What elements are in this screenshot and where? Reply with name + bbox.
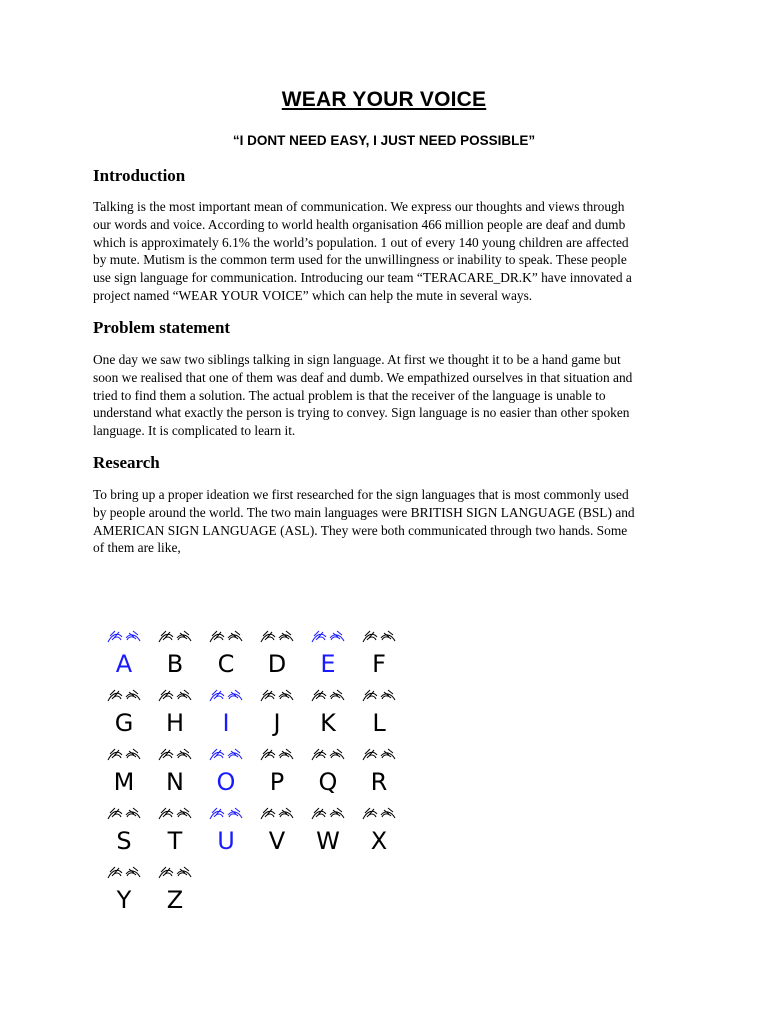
alphabet-letter: E xyxy=(320,650,336,678)
sign-letter-f xyxy=(355,628,407,688)
alphabet-letter: X xyxy=(370,827,388,855)
sign-letter-b xyxy=(151,628,203,688)
alphabet-letter: G xyxy=(114,709,134,737)
sign-letter-x xyxy=(355,805,407,865)
alphabet-letter: Z xyxy=(166,886,184,914)
two-hands-sign-icon xyxy=(106,805,142,823)
two-hands-sign-icon xyxy=(157,805,193,823)
sign-letter-v xyxy=(253,805,305,865)
two-hands-sign-icon xyxy=(208,746,244,764)
two-hands-sign-icon xyxy=(310,687,346,705)
text-line: by mute. Mutism is the common term used for the unwillingness or inability to speak. These people xyxy=(93,252,627,268)
text-line: understand what exactly the person is trying to convey. Sign language is no easier than other spoken xyxy=(93,405,630,421)
sign-letter-l xyxy=(355,687,407,747)
sign-letter-h xyxy=(151,687,203,747)
two-hands-sign-icon xyxy=(157,628,193,646)
alphabet-letter: W xyxy=(316,827,340,855)
alphabet-letter: Y xyxy=(116,886,132,914)
sign-letter-z xyxy=(151,864,203,924)
alphabet-letter: D xyxy=(267,650,287,678)
sign-letter-n xyxy=(151,746,203,806)
sign-letter-m xyxy=(100,746,152,806)
sign-letter-t xyxy=(151,805,203,865)
alphabet-letter: B xyxy=(166,650,184,678)
text-line: One day we saw two siblings talking in sign language. At first we thought it to be a hand game but xyxy=(93,352,621,367)
sign-letter-w xyxy=(304,805,356,865)
sign-letter-a xyxy=(100,628,152,688)
two-hands-sign-icon xyxy=(106,746,142,764)
alphabet-letter: V xyxy=(268,827,286,855)
text-line: our words and voice. According to world health organisation 466 million people are deaf and dumb xyxy=(93,216,626,232)
alphabet-letter: U xyxy=(217,827,235,855)
two-hands-sign-icon xyxy=(310,746,346,764)
alphabet-letter: S xyxy=(116,827,132,855)
two-hands-sign-icon xyxy=(208,687,244,705)
alphabet-letter: J xyxy=(273,709,281,737)
two-hands-sign-icon xyxy=(106,687,142,705)
two-hands-sign-icon xyxy=(106,628,142,646)
paragraph-research xyxy=(93,486,675,557)
alphabet-letter: H xyxy=(165,709,185,737)
text-line: To bring up a proper ideation we first researched for the sign languages that is most commonly used xyxy=(93,487,629,502)
heading-introduction: Introduction xyxy=(93,166,186,185)
alphabet-letter: P xyxy=(269,768,285,796)
sign-letter-q xyxy=(304,746,356,806)
two-hands-sign-icon xyxy=(361,628,397,646)
two-hands-sign-icon xyxy=(259,805,295,823)
two-hands-sign-icon xyxy=(157,687,193,705)
alphabet-letter: A xyxy=(115,650,133,678)
sign-letter-r xyxy=(355,746,407,806)
sign-letter-c xyxy=(202,628,254,688)
two-hands-sign-icon xyxy=(157,864,193,882)
sign-letter-y xyxy=(100,864,152,924)
text-line: of them are like, xyxy=(93,540,181,556)
alphabet-letter: M xyxy=(113,768,135,796)
text-line: project named “WEAR YOUR VOICE” which can help the mute in several ways. xyxy=(93,287,533,303)
alphabet-letter: C xyxy=(217,650,235,678)
sign-letter-g xyxy=(100,687,152,747)
two-hands-sign-icon xyxy=(157,746,193,764)
sign-letter-s xyxy=(100,805,152,865)
page-subtitle: “I DONT NEED EASY, I JUST NEED POSSIBLE” xyxy=(232,133,536,148)
sign-letter-u xyxy=(202,805,254,865)
text-line: soon we realised that one of them was deaf and dumb. We empathized ourselves in that situation and xyxy=(93,369,633,385)
text-line: by people around the world. The two main languages were BRITISH SIGN LANGUAGE (BSL) and xyxy=(93,504,635,520)
text-line: AMERICAN SIGN LANGUAGE (ASL). They were both communicated through two hands. Some xyxy=(93,522,628,538)
alphabet-letter: K xyxy=(320,709,336,737)
alphabet-letter: F xyxy=(372,650,386,678)
text-line: tried to find them a solution. The actual problem is that the receiver of the language is unable to xyxy=(93,387,606,403)
alphabet-letter: L xyxy=(372,709,386,737)
heading-problem-statement: Problem statement xyxy=(93,318,231,337)
heading-research: Research xyxy=(93,453,160,472)
two-hands-sign-icon xyxy=(310,805,346,823)
text-line: Talking is the most important mean of communication. We express our thoughts and views through xyxy=(93,199,625,214)
text-line: use sign language for communication. Introducing our team “TERACARE_DR.K” have innovated a xyxy=(93,270,632,286)
sign-letter-j xyxy=(253,687,305,747)
paragraph-problem-statement xyxy=(93,351,675,440)
two-hands-sign-icon xyxy=(259,628,295,646)
text-line: which is approximately 6.1% the world’s population. 1 out of every 140 young children are affected xyxy=(93,234,629,250)
two-hands-sign-icon xyxy=(361,746,397,764)
alphabet-letter: Q xyxy=(318,768,338,796)
sign-letter-d xyxy=(253,628,305,688)
two-hands-sign-icon xyxy=(208,805,244,823)
alphabet-letter: T xyxy=(167,827,183,855)
sign-letter-e xyxy=(304,628,356,688)
sign-letter-k xyxy=(304,687,356,747)
text-line: language. It is complicated to learn it. xyxy=(93,423,296,439)
sign-letter-i xyxy=(202,687,254,747)
two-hands-sign-icon xyxy=(259,687,295,705)
alphabet-letter: R xyxy=(370,768,388,796)
page-title: WEAR YOUR VOICE xyxy=(281,88,487,111)
alphabet-letter: O xyxy=(216,768,236,796)
alphabet-letter: I xyxy=(222,709,230,737)
two-hands-sign-icon xyxy=(259,746,295,764)
sign-letter-o xyxy=(202,746,254,806)
two-hands-sign-icon xyxy=(208,628,244,646)
two-hands-sign-icon xyxy=(361,805,397,823)
sign-letter-p xyxy=(253,746,305,806)
two-hands-sign-icon xyxy=(310,628,346,646)
two-hands-sign-icon xyxy=(106,864,142,882)
alphabet-letter: N xyxy=(166,768,184,796)
two-hands-sign-icon xyxy=(361,687,397,705)
paragraph-introduction xyxy=(93,198,675,305)
